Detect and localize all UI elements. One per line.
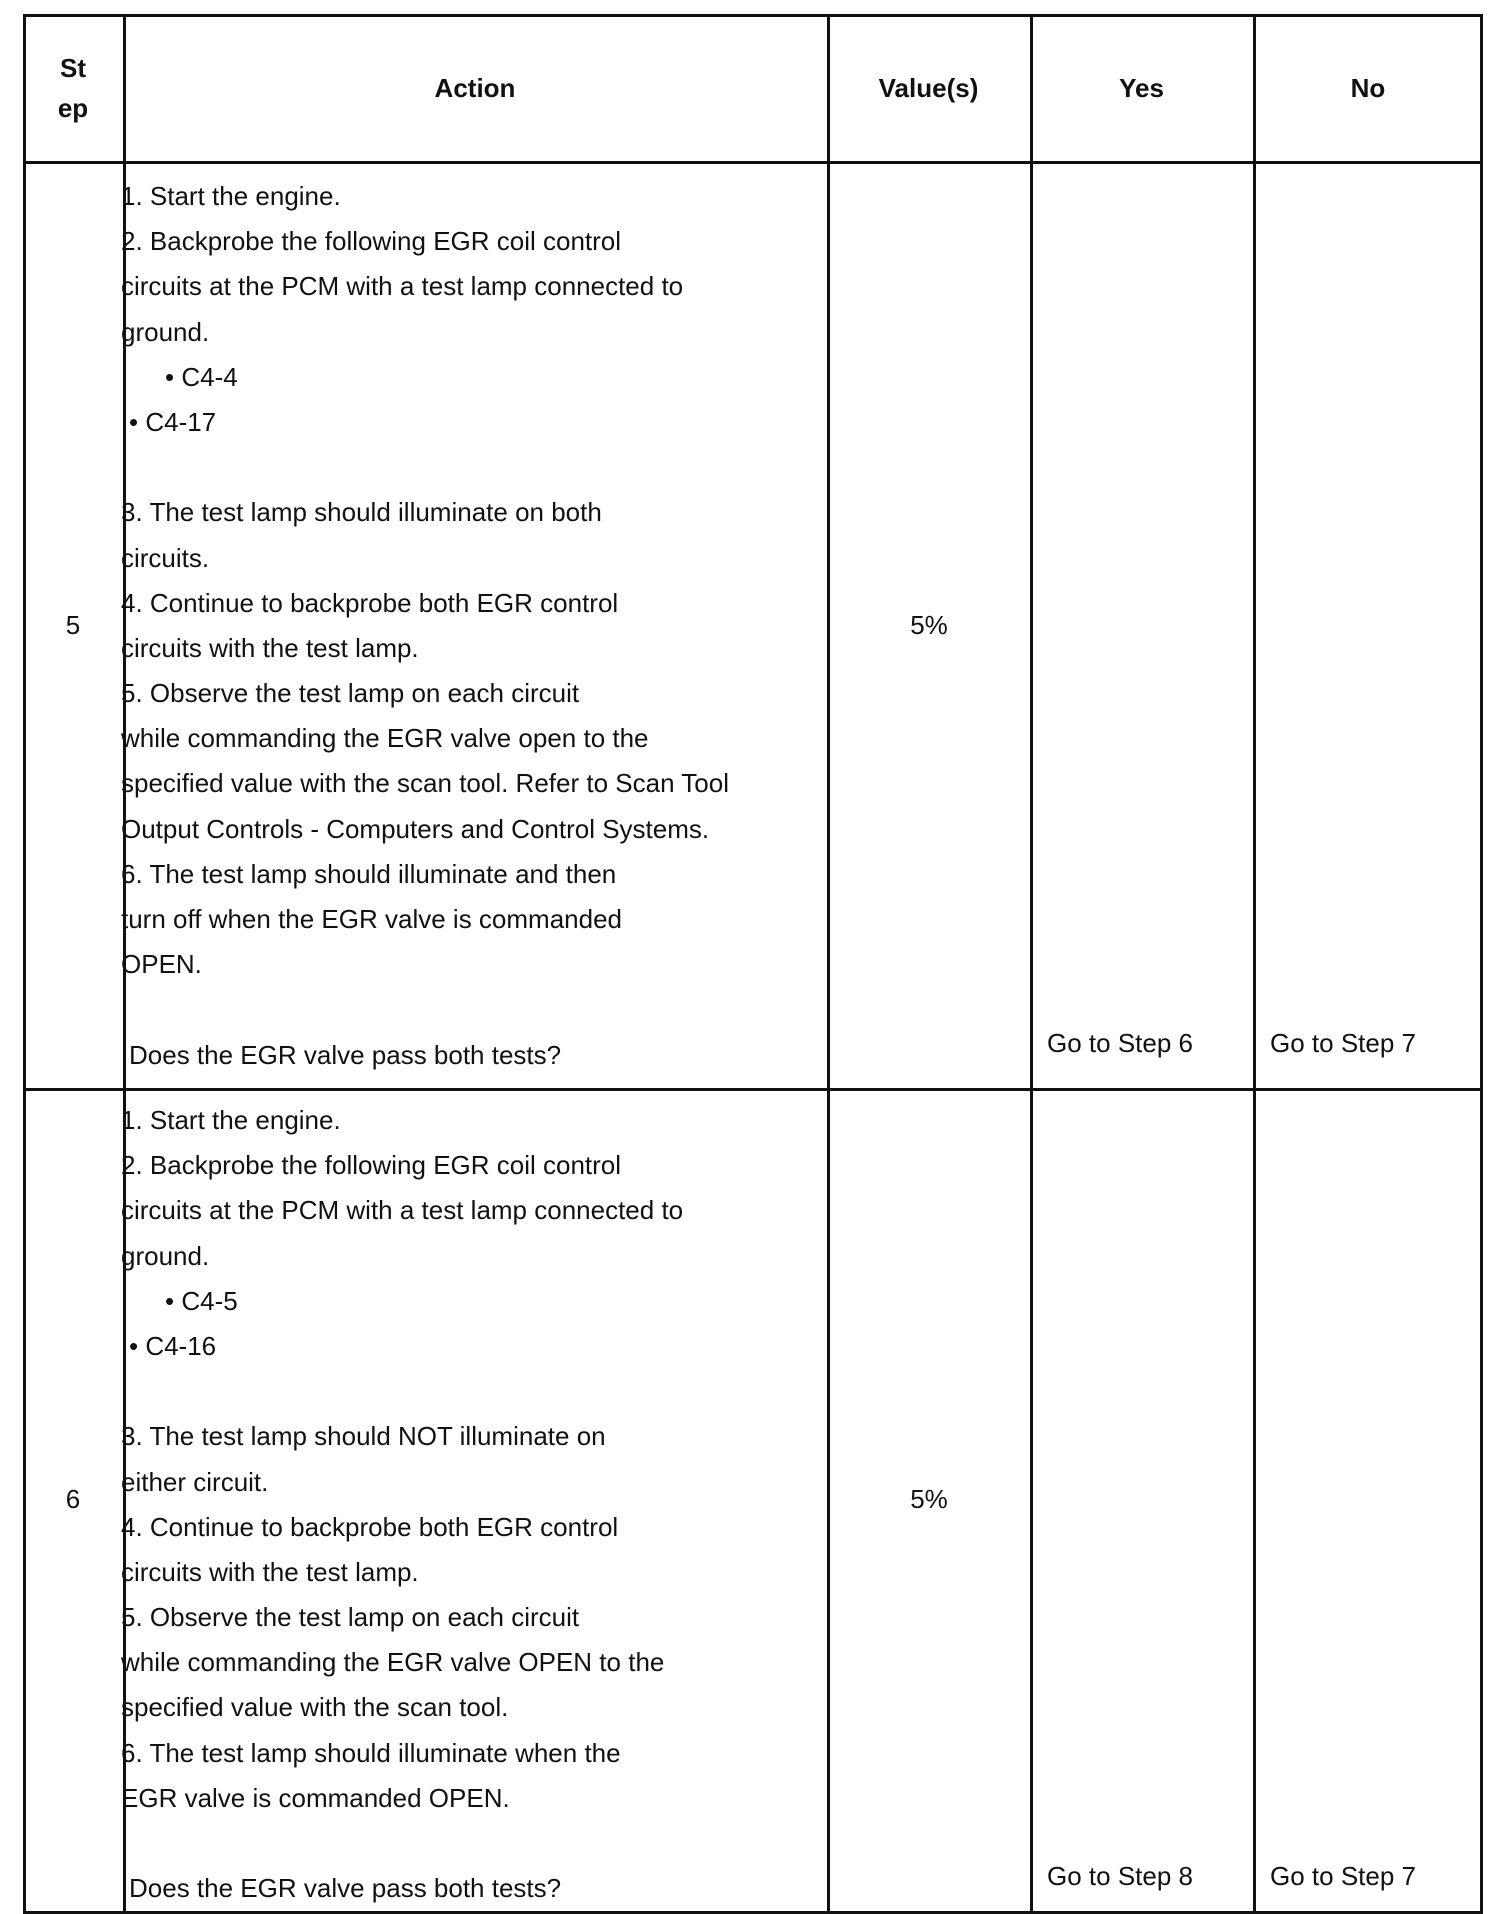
header-step: [23, 14, 123, 162]
action-line: 4. Continue to backprobe both EGR control: [121, 1511, 619, 1542]
yes-result: Go to Step 6: [1047, 1028, 1193, 1058]
value-cell: 5%: [910, 610, 948, 640]
header-values: Value(s): [878, 73, 979, 103]
action-line: 6. The test lamp should illuminate when the: [121, 1737, 621, 1768]
action-line: turn off when the EGR valve is commanded: [121, 904, 622, 934]
action-line: EGR valve is commanded OPEN.: [121, 1782, 510, 1813]
action-line: ground.: [121, 316, 210, 347]
row-divider: [23, 1088, 1483, 1091]
action-line: circuits at the PCM with a test lamp connected to: [121, 1195, 684, 1226]
action-line: circuits with the test lamp.: [121, 1556, 419, 1587]
action-line: ground.: [121, 1240, 210, 1271]
action-line: 1. Start the engine.: [121, 1105, 341, 1135]
action-line: circuits with the test lamp.: [121, 632, 419, 663]
action-line: OPEN.: [121, 949, 202, 980]
action-line: 2. Backprobe the following EGR coil control: [121, 1150, 622, 1181]
action-line: 3. The test lamp should NOT illuminate on: [121, 1421, 606, 1452]
value-cell: 5%: [910, 1484, 948, 1514]
column-divider: [1030, 14, 1033, 1914]
no-result: Go to Step 7: [1270, 1028, 1416, 1058]
action-line: 6. The test lamp should illuminate and then: [121, 858, 617, 889]
step-number: 5: [65, 610, 81, 640]
header-no: No: [1350, 73, 1386, 103]
action-cell: [121, 1098, 761, 1911]
no-result: Go to Step 7: [1270, 1861, 1416, 1891]
diagnostic-table: [23, 14, 1483, 1914]
column-divider: [1253, 14, 1256, 1914]
action-line: 1. Start the engine.: [121, 181, 341, 211]
column-divider: [827, 14, 830, 1914]
header-yes: Yes: [1119, 73, 1164, 103]
action-line: circuits at the PCM with a test lamp connected to: [121, 271, 684, 302]
step-number: 6: [65, 1484, 81, 1514]
action-line: specified value with the scan tool. Refer to Scan Tool: [121, 768, 729, 799]
action-line: 3. The test lamp should illuminate on both: [121, 497, 602, 528]
action-line: specified value with the scan tool.: [121, 1692, 509, 1723]
action-line: 5. Observe the test lamp on each circuit: [121, 1602, 580, 1633]
action-line: 5. Observe the test lamp on each circuit: [121, 678, 580, 709]
action-line: 4. Continue to backprobe both EGR control: [121, 587, 619, 618]
action-line: Output Controls - Computers and Control Systems.: [121, 813, 710, 844]
header-step-label: St ep: [57, 53, 89, 123]
connector-bullet: • C4-5: [165, 1285, 238, 1316]
action-question: Does the EGR valve pass both tests?: [129, 1873, 562, 1904]
action-line: either circuit.: [121, 1466, 269, 1497]
connector-bullet: • C4-16: [129, 1330, 217, 1361]
action-line: while commanding the EGR valve open to the: [121, 723, 649, 754]
connector-bullet: • C4-17: [129, 406, 217, 437]
action-question: Does the EGR valve pass both tests?: [129, 1039, 562, 1070]
action-line: while commanding the EGR valve OPEN to the: [121, 1647, 665, 1678]
yes-result: Go to Step 8: [1047, 1861, 1193, 1891]
action-cell: [121, 174, 761, 1078]
action-line: 2. Backprobe the following EGR coil control: [121, 226, 622, 257]
action-line: circuits.: [121, 542, 210, 573]
header-action: Action: [434, 73, 516, 103]
connector-bullet: • C4-4: [165, 361, 238, 392]
